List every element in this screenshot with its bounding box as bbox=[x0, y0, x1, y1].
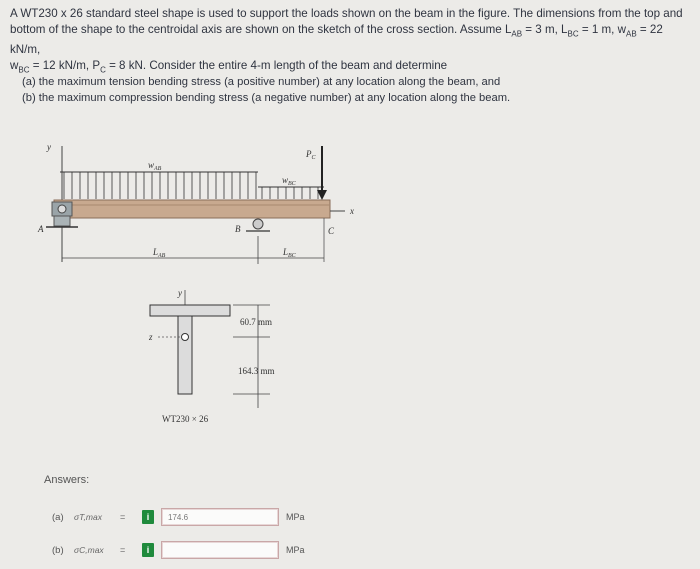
point-c-label: C bbox=[328, 226, 335, 236]
distributed-load-bc bbox=[258, 175, 324, 199]
svg-text:y: y bbox=[178, 288, 182, 298]
answer-a-part: (a) bbox=[52, 511, 64, 523]
info-icon[interactable]: i bbox=[142, 543, 154, 557]
part-a-text: (a) the maximum tension bending stress (a positive number) at any location along the beam, and bbox=[22, 76, 501, 88]
beam bbox=[54, 200, 330, 218]
svg-text:LAB: $L_{AB}$ bbox=[153, 247, 166, 259]
problem-line-1: A WT230 x 26 standard steel shape is used to support the loads shown on the beam in the figure. The dimensions from the top and bbox=[10, 7, 683, 20]
svg-text:LBC: $L_{BC}$ bbox=[283, 247, 296, 259]
svg-text:PC: $P_C$ bbox=[306, 149, 316, 161]
answer-a-equals: = bbox=[120, 512, 126, 522]
svg-text:164.3 mm: 164.3 mm bbox=[238, 366, 275, 376]
problem-line-2: bottom of the shape to the centroidal axis are shown on the sketch of the cross section. Assume $L_{AB} = 3$ m, $L_{BC} = 1$ m, $w_{AB} = 22$ kN/m, bbox=[10, 23, 663, 57]
answer-b-unit: MPa bbox=[286, 545, 305, 555]
answer-row-b bbox=[52, 539, 305, 561]
answers-label: Answers: bbox=[44, 474, 90, 486]
answer-a-unit: MPa bbox=[286, 512, 305, 522]
svg-text:B: B bbox=[235, 224, 241, 234]
answer-a-symbol: σT,max bbox=[74, 512, 102, 522]
answer-row-a bbox=[52, 506, 305, 528]
answer-b-input[interactable] bbox=[161, 541, 279, 559]
point-load-c bbox=[305, 146, 327, 200]
answer-a-input[interactable]: 174.6 bbox=[161, 508, 279, 526]
beam-x-label: x bbox=[350, 206, 354, 216]
answer-b-equals: = bbox=[120, 545, 126, 555]
length-dimensions bbox=[62, 236, 324, 264]
answer-b-symbol: σC,max bbox=[74, 545, 104, 555]
problem-line-3: $w_{BC} = 12$ kN/m, $P_C = 8$ kN. Consider the entire 4-m length of the beam and determine bbox=[10, 59, 448, 75]
svg-text:wBC: $w_{BC}$ bbox=[282, 175, 296, 187]
info-icon[interactable]: i bbox=[142, 510, 154, 524]
answer-b-part: (b) bbox=[52, 544, 64, 556]
svg-text:z: z bbox=[149, 332, 153, 342]
svg-text:60.7 mm: 60.7 mm bbox=[240, 317, 273, 327]
beam-y-label: y bbox=[47, 142, 51, 152]
svg-text:A: A bbox=[38, 224, 44, 234]
svg-text:WT230 × 26: WT230 × 26 bbox=[162, 414, 209, 424]
tee-cross-section bbox=[148, 288, 275, 424]
part-b-text: (b) the maximum compression bending stress (a negative number) at any location along the beam. bbox=[22, 92, 511, 104]
svg-text:wAB: $w_{AB}$ bbox=[148, 160, 162, 172]
support-b bbox=[235, 219, 270, 234]
distributed-load-ab bbox=[60, 160, 258, 199]
